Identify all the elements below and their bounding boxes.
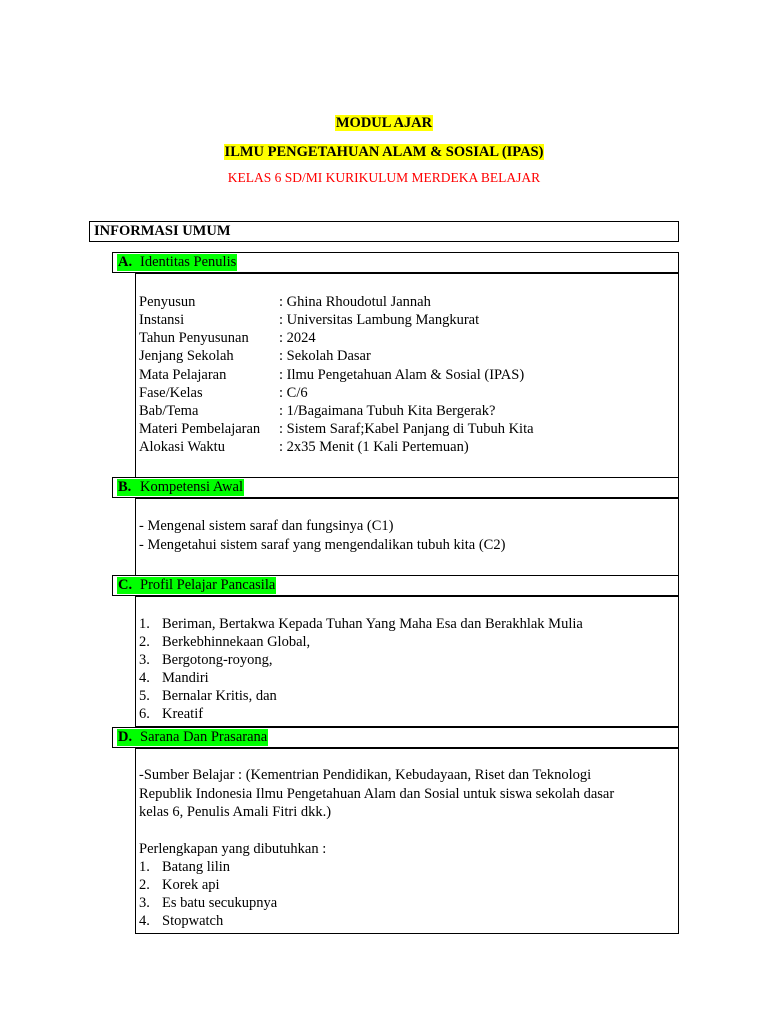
row-value: : Sekolah Dasar [279, 348, 371, 364]
list-number: 6. [139, 706, 150, 722]
list-number: 1. [139, 616, 150, 632]
competency-line: - Mengenal sistem saraf dan fungsinya (C1) [139, 518, 394, 534]
row-value: : C/6 [279, 385, 308, 401]
section-c-title: Profil Pelajar Pancasila [140, 577, 276, 593]
row-label: Alokasi Waktu [139, 439, 225, 455]
document-title: MODUL AJAR [335, 115, 433, 131]
list-number: 5. [139, 688, 150, 704]
row-value: : Ilmu Pengetahuan Alam & Sosial (IPAS) [279, 367, 525, 383]
section-d-title: Sarana Dan Prasarana [140, 729, 268, 745]
list-item: Batang lilin [162, 859, 231, 875]
list-number: 2. [139, 634, 150, 650]
source-line: kelas 6, Penulis Amali Fitri dkk.) [139, 804, 332, 820]
list-number: 4. [139, 913, 150, 929]
section-c-header: C. Profil Pelajar Pancasila [112, 575, 679, 596]
list-number: 3. [139, 895, 150, 911]
general-info-heading: INFORMASI UMUM [89, 221, 679, 242]
list-item: Stopwatch [162, 913, 224, 929]
row-value: : 2x35 Menit (1 Kali Pertemuan) [279, 439, 469, 455]
section-b-header: B. Kompetensi Awal [112, 477, 679, 498]
list-number: 2. [139, 877, 150, 893]
list-item: Korek api [162, 877, 220, 893]
list-number: 3. [139, 652, 150, 668]
section-a-title: Identitas Penulis [140, 254, 237, 270]
subject-title: ILMU PENGETAHUAN ALAM & SOSIAL (IPAS) [224, 144, 544, 160]
row-label: Penyusun [139, 294, 196, 310]
source-line: -Sumber Belajar : (Kementrian Pendidikan, Kebudayaan, Riset dan Teknologi [139, 767, 592, 783]
list-item: Berkebhinnekaan Global, [162, 634, 311, 650]
list-item: Kreatif [162, 706, 204, 722]
section-b-title: Kompetensi Awal [140, 479, 243, 495]
row-value: : 2024 [279, 330, 316, 346]
row-label: Instansi [139, 312, 185, 328]
list-item: Bergotong-royong, [162, 652, 273, 668]
row-label: Jenjang Sekolah [139, 348, 234, 364]
section-a-header: A. Identitas Penulis [112, 252, 679, 273]
row-label: Tahun Penyusunan [139, 330, 249, 346]
source-line: Republik Indonesia Ilmu Pengetahuan Alam dan Sosial untuk siswa sekolah dasar [139, 786, 615, 802]
row-label: Materi Pembelajaran [139, 421, 261, 437]
list-item: Mandiri [162, 670, 209, 686]
row-label: Bab/Tema [139, 403, 199, 419]
list-number: 1. [139, 859, 150, 875]
row-label: Mata Pelajaran [139, 367, 227, 383]
row-value: : 1/Bagaimana Tubuh Kita Bergerak? [279, 403, 496, 419]
class-subtitle: KELAS 6 SD/MI KURIKULUM MERDEKA BELAJAR [227, 170, 541, 185]
list-item: Bernalar Kritis, dan [162, 688, 277, 704]
equipment-heading: Perlengkapan yang dibutuhkan : [139, 841, 327, 857]
list-item: Beriman, Bertakwa Kepada Tuhan Yang Maha Esa dan Berakhlak Mulia [162, 616, 583, 632]
competency-line: - Mengetahui sistem saraf yang mengendalikan tubuh kita (C2) [139, 537, 506, 553]
row-value: : Ghina Rhoudotul Jannah [279, 294, 431, 310]
row-value: : Universitas Lambung Mangkurat [279, 312, 480, 328]
list-item: Es batu secukupnya [162, 895, 278, 911]
row-value: : Sistem Saraf;Kabel Panjang di Tubuh Kita [279, 421, 534, 437]
list-number: 4. [139, 670, 150, 686]
section-d-header: D. Sarana Dan Prasarana [112, 727, 679, 748]
row-label: Fase/Kelas [139, 385, 203, 401]
